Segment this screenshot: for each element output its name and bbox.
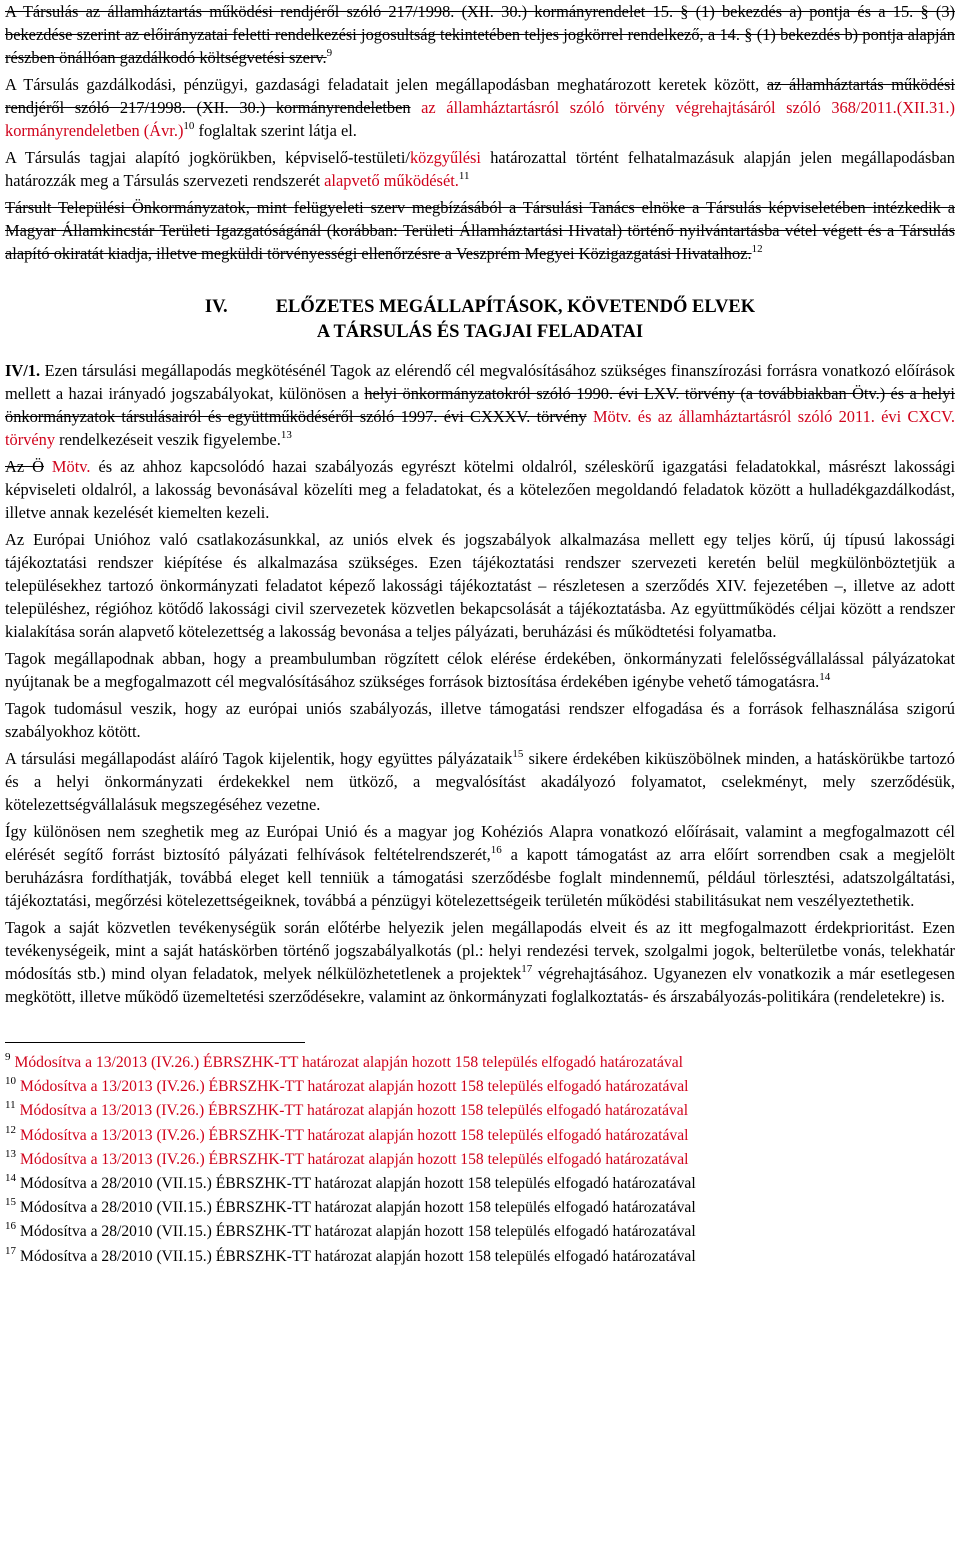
paragraph-tagok-agree xyxy=(5,647,955,693)
footnote-text: Módosítva a 13/2013 (IV.26.) ÉBRSZHK-TT határozat alapján hozott 158 település elfogadó határozatával xyxy=(20,1078,689,1096)
footnote-ref: 17 xyxy=(521,963,533,975)
footnote-number: 12 xyxy=(5,1123,16,1136)
amended-text: Mötv. xyxy=(43,457,91,476)
footnote-text: Módosítva a 28/2010 (VII.15.) ÉBRSZHK-TT határozat alapján hozott 158 település elfogadó határozatával xyxy=(20,1223,696,1241)
footnote-ref: 10 xyxy=(183,120,195,132)
footnote-text: Módosítva a 13/2013 (IV.26.) ÉBRSZHK-TT határozat alapján hozott 158 település elfogadó határozatával xyxy=(20,1126,689,1144)
paragraph-cohesion xyxy=(5,820,955,912)
footnote-ref: 11 xyxy=(458,170,470,182)
section-number: IV. xyxy=(204,297,228,317)
footnote-ref: 14 xyxy=(819,671,831,683)
footnote-number: 14 xyxy=(5,1172,16,1185)
footnote-ref: 15 xyxy=(512,748,524,760)
paragraph-text: Tagok megállapodnak abban, hogy a preambulumban rögzített célok elérése érdekében, önkormányzati felelősségvállalással pályázatokat nyújtanak be a megfogalmazott cél megvalósításához szükséges források biztosítása érdekében igénybe vehető támogatásra. xyxy=(5,649,955,691)
struck-text: Az Ö xyxy=(5,457,44,476)
struck-text: A Társulás az államháztartás működési rendjéről szóló 217/1998. (XII. 30.) kormányrendelet 15. § (1) bekezdés a) pontja és a 15. § (3) bekezdése szerint az előirányzatai feletti rendelkezési jogosultság tekintetében teljes jogkörrel rendelkező, a 14. § (1) bekezdés b) pontja alapján részben önállóan gazdálkodó költségvetési szerv. xyxy=(5,2,955,67)
paragraph-text: A Társulás tagjai alapító jogkörükben, képviselő-testületi/ xyxy=(5,148,410,167)
paragraph-label: IV/1. xyxy=(5,361,41,380)
paragraph-own-activity xyxy=(5,916,955,1008)
footnote-item xyxy=(5,1220,955,1244)
paragraph-text: a kapott támogatást az arra előírt sorrendben csak a megjelölt beruházásra fordíthatják, továbbá eleget kell tenniük a támogatási szerződésbe foglalt mindennemű, például törlesztési, adatszolgáltatási, tájékoztatási, megőrzési kötelezettségeiknek, továbbá a pénzügyi kötelezettségeik területén működési stabilitásukat nem veszélyeztethetik. xyxy=(5,845,955,910)
footnote-item xyxy=(5,1099,955,1123)
paragraph-text: A Társulás gazdálkodási, pénzügyi, gazdasági feladatait jelen megállapodásban meghatározott keretek között, xyxy=(5,75,760,94)
footnote-ref: 9 xyxy=(326,47,333,59)
paragraph-text: foglaltak szerint látja el. xyxy=(194,121,357,140)
footnote-number: 9 xyxy=(5,1051,11,1063)
footnote-text: Módosítva a 28/2010 (VII.15.) ÉBRSZHK-TT határozat alapján hozott 158 település elfogadó határozatával xyxy=(20,1175,696,1193)
footnote-text: Módosítva a 13/2013 (IV.26.) ÉBRSZHK-TT határozat alapján hozott 158 település elfogadó határozatával xyxy=(19,1102,689,1120)
struck-text: helyi önkormányzatokról szóló 1990. évi LXV. törvény (a továbbiakban Ötv.) és a helyi önkormányzatok társulásairól és együttműködéséről szóló 1997. évi CXXXV. törvény xyxy=(5,384,955,426)
amended-text: közgyűlési xyxy=(409,148,481,167)
amended-text: az államháztartásról szóló törvény végrehajtásáról szóló 368/2011.(XII.31.) kormányrendeletben (Ávr.) xyxy=(5,98,955,140)
footnote-number: 11 xyxy=(5,1099,16,1112)
footnote-ref: 16 xyxy=(490,844,502,856)
paragraph-text: sikere érdekében kiküszöbölnek minden, a hatáskörükbe tartozó és a helyi önkormányzati érdekekkel nem ütköző, a megvalósítást akadályozó folyamatot, cselekményt, mely szerződésük, kötelezettségvállalásuk megszegéséhez vezetne. xyxy=(5,749,955,814)
paragraph-tagok-acknowledge: Tagok tudomásul veszik, hogy az európai uniós szabályozás, illetve támogatási rendszer elfogadása és a források felhasználása szigorú szabályokhoz kötött. xyxy=(5,699,955,741)
paragraph-budget-status xyxy=(5,0,955,69)
footnote-item xyxy=(5,1196,955,1220)
paragraph-signatories xyxy=(5,747,955,816)
footnote-text: Módosítva a 28/2010 (VII.15.) ÉBRSZHK-TT határozat alapján hozott 158 település elfogadó határozatával xyxy=(20,1247,696,1265)
footnote-item xyxy=(5,1124,955,1148)
paragraph-text: és az ahhoz kapcsolódó hazai szabályozás egyrészt kötelmi oldalról, széleskörű igazgatási feladatokkal, másrészt lakossági képviseleti oldalról, a lakosság bevonásával közelíti meg a feladatokat, és a kötelezően megoldandó feladatok között a hulladékgazdálkodást, illetve annak kezelését kiemelten kezeli. xyxy=(5,457,956,522)
footnote-item xyxy=(5,1172,955,1196)
amended-text: Mötv. és az államháztartásról szóló 2011. évi CXCV. törvény xyxy=(5,407,955,449)
footnote-number: 10 xyxy=(5,1075,16,1088)
struck-text: az államháztartás működési rendjéről szóló 217/1998. (XII. 30.) kormányrendeletben xyxy=(5,75,955,117)
paragraph-text: Tagok a saját közvetlen tevékenységük során előtérbe helyezik jelen megállapodás elveit és az itt megfogalmazott érdekprioritást. Ezen tevékenységeik, mint a saját hatáskörben történő jogszabályalkotás (pl.: helyi rendezési tervek, szolgalmi jogok, belterületbe vonás, telekhatár módosítás stb.) mind olyan feladatok, melyek nélkülözhetetlenek a projektek xyxy=(5,918,955,983)
paragraph-motv xyxy=(5,455,955,524)
paragraph-text: Ezen társulási megállapodás megkötésénél Tagok az elérendő cél megvalósításához szükséges finanszírozási forrásra vonatkozó előírások mellett a hazai irányadó jogszabályokat, különösen a xyxy=(5,361,955,403)
footnote-number: 17 xyxy=(5,1244,16,1257)
paragraph-members-authority xyxy=(5,146,955,192)
section-title-line2: A TÁRSULÁS ÉS TAGJAI FELADATAI xyxy=(316,322,644,342)
footnote-ref: 12 xyxy=(751,243,763,255)
footnote-text: Módosítva a 13/2013 (IV.26.) ÉBRSZHK-TT határozat alapján hozott 158 település elfogadó határozatával xyxy=(20,1150,689,1168)
footnote-item xyxy=(5,1075,955,1099)
amended-text: alapvető működését. xyxy=(324,171,459,190)
footnote-text: Módosítva a 13/2013 (IV.26.) ÉBRSZHK-TT határozat alapján hozott 158 település elfogadó határozatával xyxy=(14,1054,683,1071)
paragraph-text: A társulási megállapodást aláíró Tagok kijelentik, hogy együttes pályázataik xyxy=(5,749,513,768)
section-title-line1: ELŐZETES MEGÁLLAPÍTÁSOK, KÖVETENDŐ ELVEK xyxy=(275,297,756,317)
footnotes xyxy=(5,1051,955,1269)
paragraph-text: határozattal történt felhatalmazásuk alapján jelen megállapodásban határozzák meg a Társulás szervezeti rendszerét xyxy=(5,148,955,190)
paragraph-eu: Az Európai Unióhoz való csatlakozásunkkal, az uniós elvek és jogszabályok alkalmazása mellett egy teljes körű, új típusú lakossági tájékoztatási rendszer kiépítése és alkalmazása szükséges. Ezen tájékoztatási rendszer szervezeti keretén belül megkülönböztetjük a településekhez tartozó önkormányzati feladatot képező lakossági tájékoztatást – részletesen a szerződés XIV. fejezetében –, illetve az adott településhez, régióhoz kötődő lakossági civil szervezetek közvetlen bekapcsolását a tájékoztatásba. Az együttműködés céljai között a rendszer kialakítása során alapvető kötelezettség a lakosság bevonása a teljes pályázati, beruházási és működtetési folyamatba. xyxy=(5,530,955,641)
footnote-item xyxy=(5,1148,955,1172)
paragraph-iv1 xyxy=(5,359,955,451)
footnote-number: 16 xyxy=(5,1220,16,1233)
paragraph-financial-tasks xyxy=(5,73,955,142)
footnote-item xyxy=(5,1051,955,1075)
paragraph-text: rendelkezéseit veszik figyelembe. xyxy=(55,430,281,449)
struck-text: Társult Települési Önkormányzatok, mint felügyeleti szerv megbízásából a Társulási Tanács elnöke a Társulás képviseletében intézkedik a Magyar Államkincstár Területi Igazgatóságánál (korábban: Területi Államháztartási Hivatal) történő nyilvántartásba vétel végett és a Társulás alapító okiratát kiadja, illetve megküldi törvényességi ellenőrzésre a Veszprém Megyei Közigazgatási Hivatalhoz. xyxy=(5,198,955,263)
footnote-number: 13 xyxy=(5,1147,16,1160)
paragraph-text: Így különösen nem szeghetik meg az Európai Unió és a magyar jog Kohéziós Alapra vonatkozó előírásait, valamint a megfogalmazott cél elérését segítő forrást biztosító pályázati felhívások feltételrendszerét, xyxy=(5,822,955,864)
footnote-number: 15 xyxy=(5,1196,16,1209)
footnote-item xyxy=(5,1245,955,1269)
paragraph-associated-municipalities xyxy=(5,196,955,265)
footnote-ref: 13 xyxy=(280,429,292,441)
footnote-divider xyxy=(5,1042,305,1043)
section-heading xyxy=(5,295,955,345)
footnote-text: Módosítva a 28/2010 (VII.15.) ÉBRSZHK-TT határozat alapján hozott 158 település elfogadó határozatával xyxy=(20,1199,696,1217)
paragraph-text: végrehajtásához. Ugyanezen elv vonatkozik a már esetlegesen megkötött, illetve működő üzemeltetési szerződésekre, valamint az önkormányzati foglalkoztatás- és árszabályozás-politikára (rendeletekre) is. xyxy=(5,964,955,1006)
